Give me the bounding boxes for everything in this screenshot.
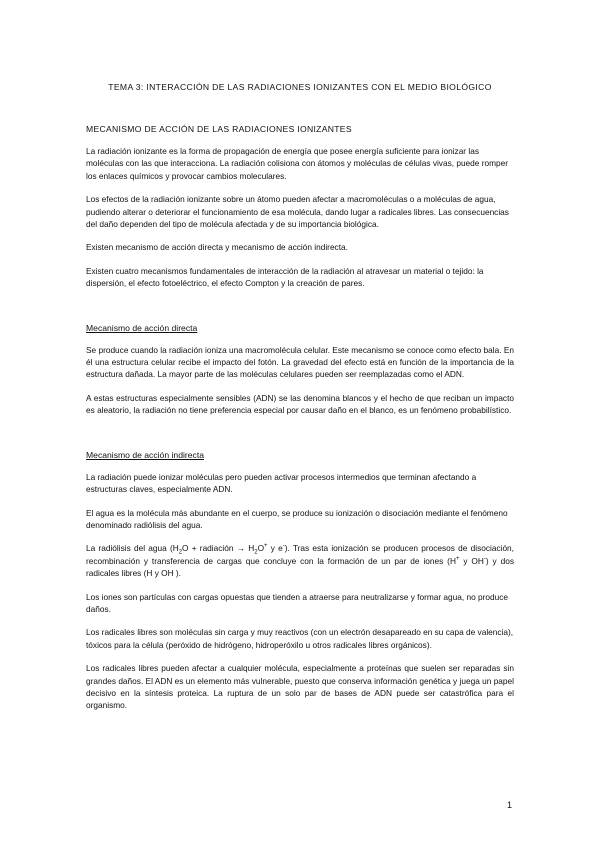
page-number: 1 [507,800,513,810]
section-heading-indirect: Mecanismo de acción indirecta [86,449,204,460]
section-heading-direct: Mecanismo de acción directa [86,322,198,333]
paragraph: Los radicales libres pueden afectar a cualquier molécula, especialmente a proteínas que suelen ser reparadas sin grandes daños. El ADN es un elemento más vulnerable, puesto que conserva información genética y juega un papel decisivo en la síntesis proteica. La ruptura de un solo par de bases de ADN puede ser catastrófica para el organismo. [86,663,514,711]
paragraph: Existen cuatro mecanismos fundamentales de interacción de la radiación al atravesar un material o tejido: la dispersión, el efecto fotoeléctrico, el efecto Compton y la creación de pares. [86,265,484,289]
paragraph: Se produce cuando la radiación ioniza una macromolécula celular. Este mecanismo se conoce como efecto bala. En él una estructura celular recibe el impacto del fotón. La gravedad del efecto está en función de la importancia de la estructura dañada. La mayor parte de las moléculas celulares pueden ser reemplazadas como el ADN. [86,344,514,380]
paragraph: La radiación puede ionizar moléculas pero pueden activar procesos intermedios que terminan afectando a estructuras claves, especialmente ADN. [86,471,477,495]
paragraph: Los efectos de la radiación ionizante sobre un átomo pueden afectar a macromoléculas o a moléculas de agua, pudiendo alterar o deteriorar el funcionamiento de esa molécula, dando lugar a radicales libres. Las consecuencias del daño dependen del tipo de molécula afectada y de su importancia biológica. [86,194,509,230]
section-heading-main: MECANISMO DE ACCIÓN DE LAS RADIACIONES IONIZANTES [86,124,352,134]
paragraph: El agua es la molécula más abundante en el cuerpo, se produce su ionización o disociación mediante el fenómeno denominado radiólisis del agua. [86,507,508,530]
paragraph: Existen mecanismo de acción directa y mecanismo de acción indirecta. [86,242,348,253]
document-title: TEMA 3: INTERACCIÓN DE LAS RADIACIONES IONIZANTES CON EL MEDIO BIOLÓGICO [108,82,492,92]
document-body [86,124,514,723]
paragraph: A estas estructuras especialmente sensibles (ADN) se las denomina blancos y el hecho de que reciban un impacto es aleatorio, la radiación no tiene preferencia especial por causar daño en el blanco, es un fenómeno probabilístico. [86,392,514,416]
paragraph: La radiación ionizante es la forma de propagación de energía que posee energía suficiente para ionizar las moléculas con las que interacciona. La radiación colisiona con átomos y moléculas de células vivas, puede romper los enlaces químicos y provocar cambios moleculares. [86,146,508,181]
paragraph: Los radicales libres son moléculas sin carga y muy reactivos (con un electrón desapareado en su capa de valencia), tóxicos para la célula (peróxido de hidrógeno, hidroperóxilo u otros radicales libres orgánicos). [86,627,514,650]
paragraph: Los iones son partículas con cargas opuestas que tienden a atraerse para neutralizarse y formar agua, no produce daños. [86,591,509,614]
paragraph-radiolysis: La radiólisis del agua ($H_2O$ + radiación → $H_2O^+$ y e-). Tras esta ionización se producen procesos de disociación, recombinación y transferencia de cargas que concluye con la formación de un par de iones (H+ y OH-) y dos radicales libres (H y OH ). [86,543,514,579]
